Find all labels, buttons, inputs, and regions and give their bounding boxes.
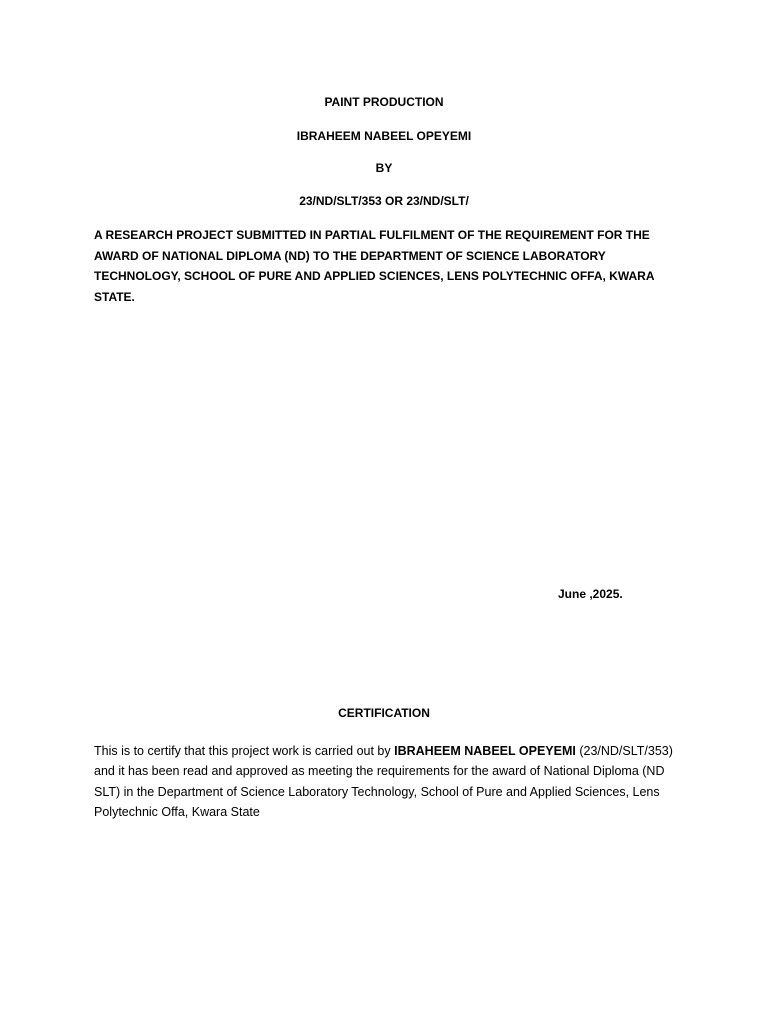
matric-number: 23/ND/SLT/353 OR 23/ND/SLT/	[299, 194, 469, 208]
author-name: IBRAHEEM NABEEL OPEYEMI	[296, 129, 472, 143]
certification-rest: (23/ND/SLT/353) and it has been read and approved as meeting the requirements for the award of National Diploma (ND SLT) in the Department of Science Laboratory Technology, School of Pure and Applied Sciences, Lens Polytechnic Offa, Kwara State	[94, 744, 673, 819]
certification-heading: CERTIFICATION	[338, 706, 430, 720]
certification-body	[94, 741, 694, 822]
submission-statement: A RESEARCH PROJECT SUBMITTED IN PARTIAL FULFILMENT OF THE REQUIREMENT FOR THE AWARD OF NATIONAL DIPLOMA (ND) TO THE DEPARTMENT OF SCIENCE LABORATORY TECHNOLOGY, SCHOOL OF PURE AND APPLIED SCIENCES, LENS POLYTECHNIC OFFA, KWARA STATE.	[94, 228, 655, 304]
submission-date: June ,2025.	[558, 587, 623, 601]
project-title: PAINT PRODUCTION	[324, 95, 444, 109]
certification-student-name: IBRAHEEM NABEEL OPEYEMI	[394, 744, 576, 758]
by-label: BY	[375, 161, 393, 175]
certification-intro: This is to certify that this project work is carried out by	[94, 744, 395, 758]
